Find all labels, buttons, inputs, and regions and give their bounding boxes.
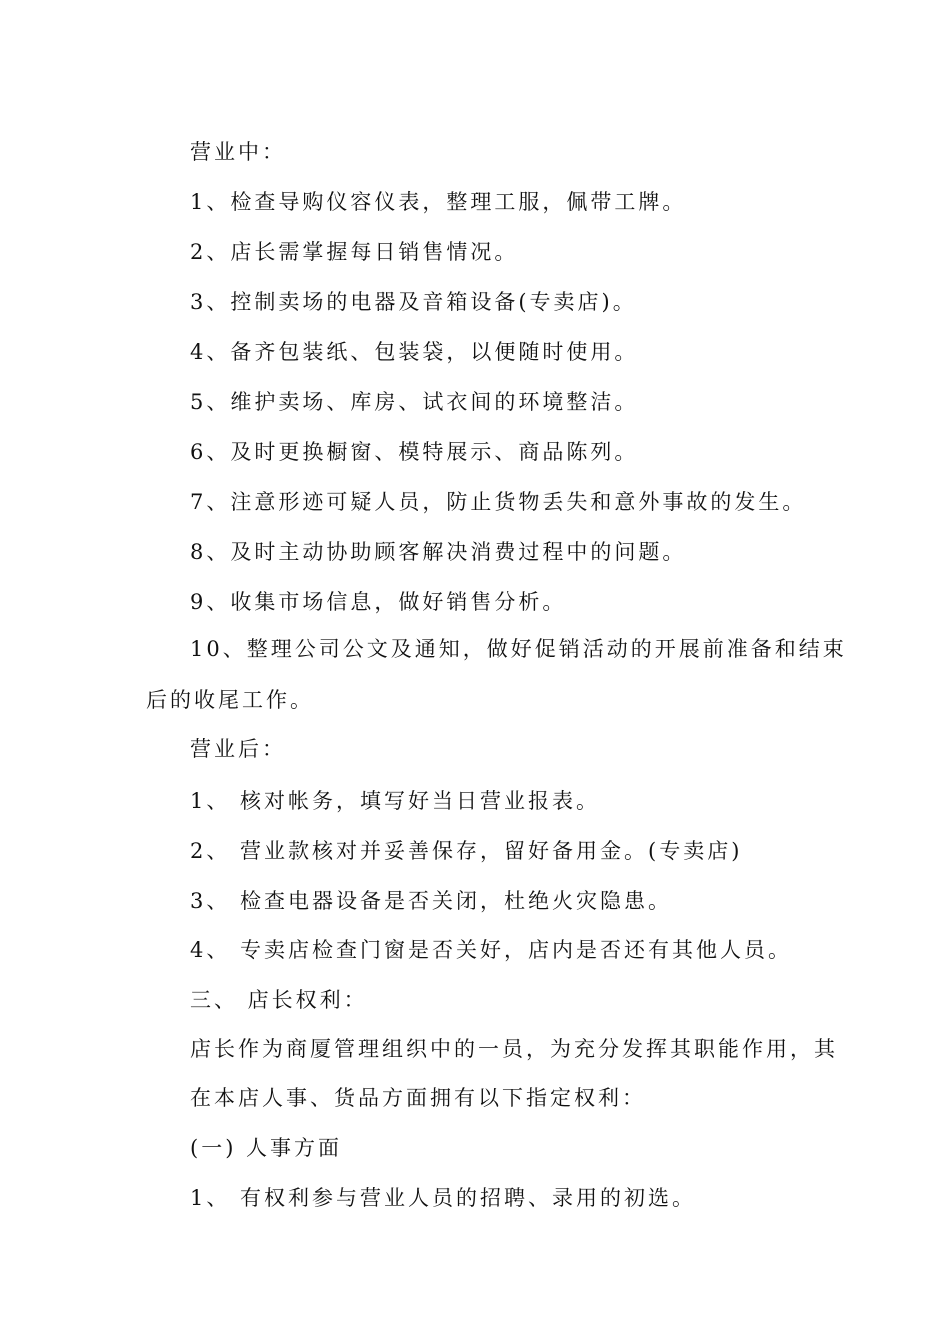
section-heading: 三、 店长权利： [190,988,368,1012]
list-item: 3、 检查电器设备是否关闭，杜绝火灾隐患。 [190,889,673,913]
list-item: 4、备齐包装纸、包装袋，以便随时使用。 [190,340,639,364]
list-item: 1、 有权利参与营业人员的招聘、录用的初选。 [190,1186,697,1210]
list-item: 5、维护卖场、库房、试衣间的环境整洁。 [190,390,639,414]
list-item: 7、注意形迹可疑人员，防止货物丢失和意外事故的发生。 [190,490,807,514]
list-item: 2、 营业款核对并妥善保存，留好备用金。(专卖店) [190,839,743,863]
subsection-heading: (一) 人事方面 [190,1136,343,1160]
list-item: 9、收集市场信息，做好销售分析。 [190,590,567,614]
list-item: 10、整理公司公文及通知，做好促销活动的开展前准备和结束 [190,637,847,661]
paragraph-line: 店长作为商厦管理组织中的一员，为充分发挥其职能作用，其 [190,1037,838,1061]
list-item: 1、 核对帐务，填写好当日营业报表。 [190,789,601,813]
list-item: 2、店长需掌握每日销售情况。 [190,240,519,264]
paragraph-line: 在本店人事、货品方面拥有以下指定权利： [190,1086,646,1110]
list-item: 8、及时主动协助顾客解决消费过程中的问题。 [190,540,687,564]
heading-after-business: 营业后： [190,737,286,761]
list-item: 1、检查导购仪容仪表，整理工服，佩带工牌。 [190,190,687,214]
list-item: 4、 专卖店检查门窗是否关好，店内是否还有其他人员。 [190,938,793,962]
list-item: 3、控制卖场的电器及音箱设备(专卖店)。 [190,290,637,314]
list-item: 6、及时更换橱窗、模特展示、商品陈列。 [190,440,639,464]
heading-during-business: 营业中： [190,140,286,164]
list-item-continuation: 后的收尾工作。 [146,688,314,712]
